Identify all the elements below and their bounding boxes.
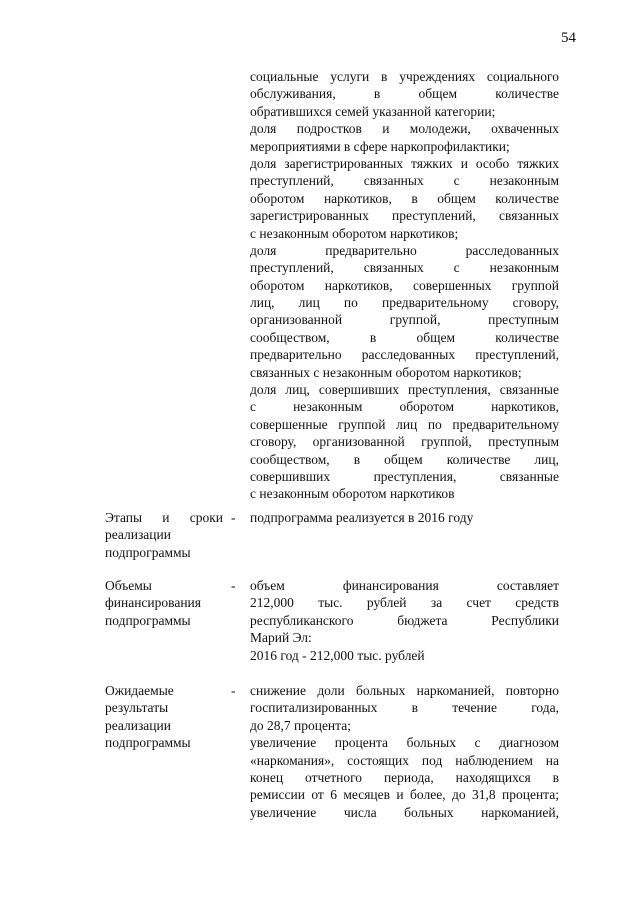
text-line: до 28,7 процента; bbox=[250, 717, 351, 733]
text-line: социальные услуги в учреждениях социального bbox=[250, 69, 559, 84]
label-line: Ожидаемые bbox=[105, 683, 174, 698]
text-line: госпитализированных в течение года, bbox=[250, 700, 559, 716]
text-line: Марий Эл: bbox=[250, 630, 312, 646]
row-dash: - bbox=[231, 683, 236, 698]
text-line: объем финансирования составляет bbox=[250, 578, 559, 593]
text-line: сговору, организованной группой, преступным bbox=[250, 434, 559, 450]
label-line: Этапы и сроки bbox=[105, 510, 223, 525]
text-line: зарегистрированных преступлений, связанных bbox=[250, 208, 559, 224]
text-line: с незаконным оборотом наркотиков; bbox=[250, 225, 459, 241]
label-line: реализации bbox=[105, 717, 171, 733]
text-line: совершенные группой лиц по предварительному bbox=[250, 416, 559, 432]
text-line: республиканского бюджета Республики bbox=[250, 612, 559, 628]
text-line: сообществом, в общем количестве bbox=[250, 329, 559, 345]
text-line: доля зарегистрированных тяжких и особо тяжких bbox=[250, 155, 559, 171]
text-line: организованной группой, преступным bbox=[250, 312, 559, 328]
text-line: с незаконным оборотом наркотиков bbox=[250, 486, 455, 502]
label-line: результаты bbox=[105, 700, 169, 716]
text-line: преступлений, связанных с незаконным bbox=[250, 173, 559, 189]
row-stages-and-terms bbox=[105, 509, 560, 565]
label-line: финансирования bbox=[105, 595, 201, 611]
text-line: «наркомания», состоящих под наблюдением на bbox=[250, 752, 559, 768]
text-line: предварительно расследованных преступлений, bbox=[250, 347, 559, 363]
text-line: ремиссии от 6 месяцев и более, до 31,8 процента; bbox=[250, 787, 559, 803]
text-line: снижение доли больных наркоманией, повторно bbox=[250, 683, 559, 698]
row-value bbox=[250, 682, 559, 821]
text-line: лиц, лиц по предварительному сговору, bbox=[250, 295, 559, 311]
row-dash: - bbox=[231, 578, 236, 593]
text-line: мероприятиями в сфере наркопрофилактики; bbox=[250, 138, 510, 154]
row-financing-volumes bbox=[105, 577, 560, 667]
text-line: обслуживания, в общем количестве bbox=[250, 86, 559, 102]
text-line: конец отчетного периода, находящихся в bbox=[250, 769, 559, 785]
continued-value-cell bbox=[250, 68, 559, 503]
label-line: реализации bbox=[105, 527, 171, 543]
text-line: подпрограмма реализуется в 2016 году bbox=[250, 510, 474, 525]
text-line: сообществом, в общем количестве лиц, bbox=[250, 451, 559, 467]
text-line: оборотом наркотиков, в общем количестве bbox=[250, 190, 559, 206]
text-line: доля лиц, совершивших преступления, связанные bbox=[250, 382, 559, 398]
row-expected-results bbox=[105, 682, 560, 824]
label-line: подпрограммы bbox=[105, 612, 191, 628]
text-line: 2016 год - 212,000 тыс. рублей bbox=[250, 647, 425, 663]
row-value bbox=[250, 509, 559, 526]
text-line: оборотом наркотиков, совершенных группой bbox=[250, 277, 559, 293]
text-line: увеличение процента больных с диагнозом bbox=[250, 735, 559, 751]
text-line: увеличение числа больных наркоманией, bbox=[250, 804, 559, 820]
row-label bbox=[105, 577, 223, 629]
text-line: доля предварительно расследованных bbox=[250, 242, 559, 258]
text-line: обратившихся семей указанной категории; bbox=[250, 103, 496, 119]
row-label bbox=[105, 509, 223, 561]
text-line: совершивших преступления, связанные bbox=[250, 468, 559, 484]
label-line: подпрограммы bbox=[105, 735, 191, 751]
label-line: Объемы bbox=[105, 578, 152, 593]
text-line: доля подростков и молодежи, охваченных bbox=[250, 121, 559, 137]
row-label bbox=[105, 682, 223, 752]
row-value bbox=[250, 577, 559, 664]
page-number: 54 bbox=[561, 30, 576, 46]
text-line: с незаконным оборотом наркотиков, bbox=[250, 399, 559, 415]
text-line: 212,000 тыс. рублей за счет средств bbox=[250, 595, 559, 611]
label-line: подпрограммы bbox=[105, 544, 191, 560]
text-line: связанных с незаконным оборотом наркотиков; bbox=[250, 364, 522, 380]
text-line: преступлений, связанных с незаконным bbox=[250, 260, 559, 276]
row-dash: - bbox=[231, 510, 236, 525]
